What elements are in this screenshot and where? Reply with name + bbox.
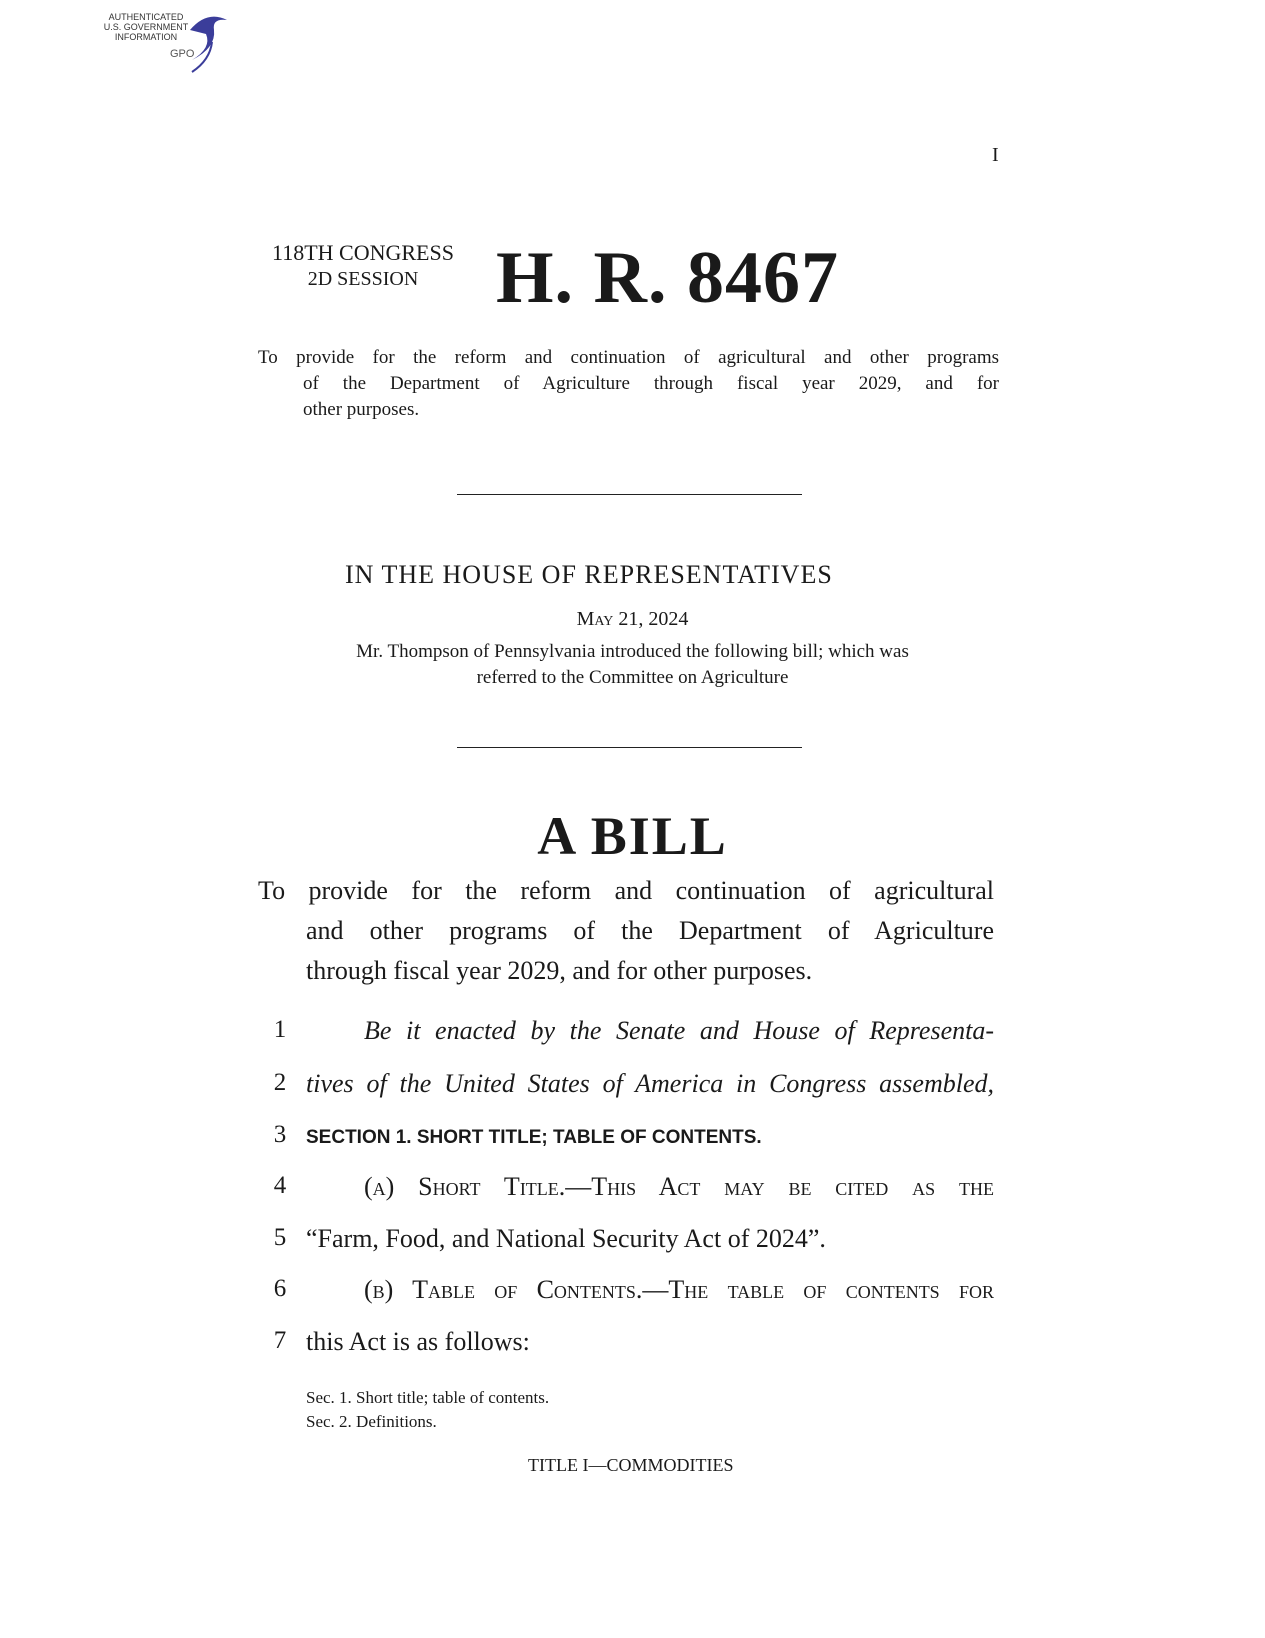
introduction-line: Mr. Thompson of Pennsylvania introduced the following bill; which was (356, 641, 909, 662)
section-heading: SECTION 1. SHORT TITLE; TABLE OF CONTENTS. (306, 1127, 762, 1148)
purpose-line: other purposes. (303, 399, 420, 420)
line-number: 3 (273, 1121, 287, 1148)
gpo-authenticated-logo (100, 8, 240, 74)
introduction-line: referred to the Committee on Agriculture (476, 667, 789, 688)
purpose-large-line: through fiscal year 2029, and for other purposes. (306, 956, 813, 985)
logo-text: U.S. GOVERNMENT (103, 22, 189, 32)
toc-intro-text: (b) Table of Contents.—The table of contents for (364, 1275, 994, 1304)
enacting-clause: tives of the United States of America in Congress assembled, (306, 1069, 994, 1098)
toc-intro-text: this Act is as follows: (306, 1327, 530, 1356)
toc-title-heading: TITLE I—COMMODITIES (528, 1455, 734, 1475)
toc-entry: Sec. 2. Definitions. (306, 1412, 437, 1431)
line-number: 2 (273, 1069, 287, 1096)
date: May 21, 2024 (576, 608, 689, 630)
short-title-name: “Farm, Food, and National Security Act of 2024”. (306, 1224, 826, 1253)
purpose-large-line: and other programs of the Department of Agriculture (306, 916, 994, 945)
line-number: 5 (273, 1224, 287, 1251)
purpose-line: of the Department of Agriculture through fiscal year 2029, and for (303, 373, 999, 394)
session: 2D SESSION (307, 268, 419, 290)
line-number: 4 (273, 1172, 287, 1199)
divider (457, 747, 802, 748)
bill-heading: A BILL (537, 806, 728, 866)
logo-gpo: GPO (170, 48, 195, 60)
logo-text: AUTHENTICATED (108, 12, 184, 22)
toc-entry: Sec. 1. Short title; table of contents. (306, 1388, 550, 1407)
page-mark: I (992, 144, 999, 166)
purpose-line: To provide for the reform and continuation of agricultural and other programs (258, 347, 999, 368)
line-number: 1 (273, 1016, 287, 1043)
logo-text: INFORMATION (114, 32, 178, 42)
bill-number: H. R. 8467 (496, 237, 839, 319)
eagle-icon (182, 8, 232, 74)
chamber: IN THE HOUSE OF REPRESENTATIVES (345, 560, 833, 589)
line-number: 6 (273, 1275, 287, 1302)
congress: 118TH CONGRESS (272, 240, 454, 265)
divider (457, 494, 802, 495)
congress-session (258, 240, 468, 292)
line-number: 7 (273, 1327, 287, 1354)
enacting-clause: Be it enacted by the Senate and House of Representa- (364, 1016, 994, 1045)
purpose-large-line: To provide for the reform and continuation of agricultural (258, 876, 994, 905)
short-title-text: (a) Short Title.—This Act may be cited as the (364, 1172, 994, 1201)
